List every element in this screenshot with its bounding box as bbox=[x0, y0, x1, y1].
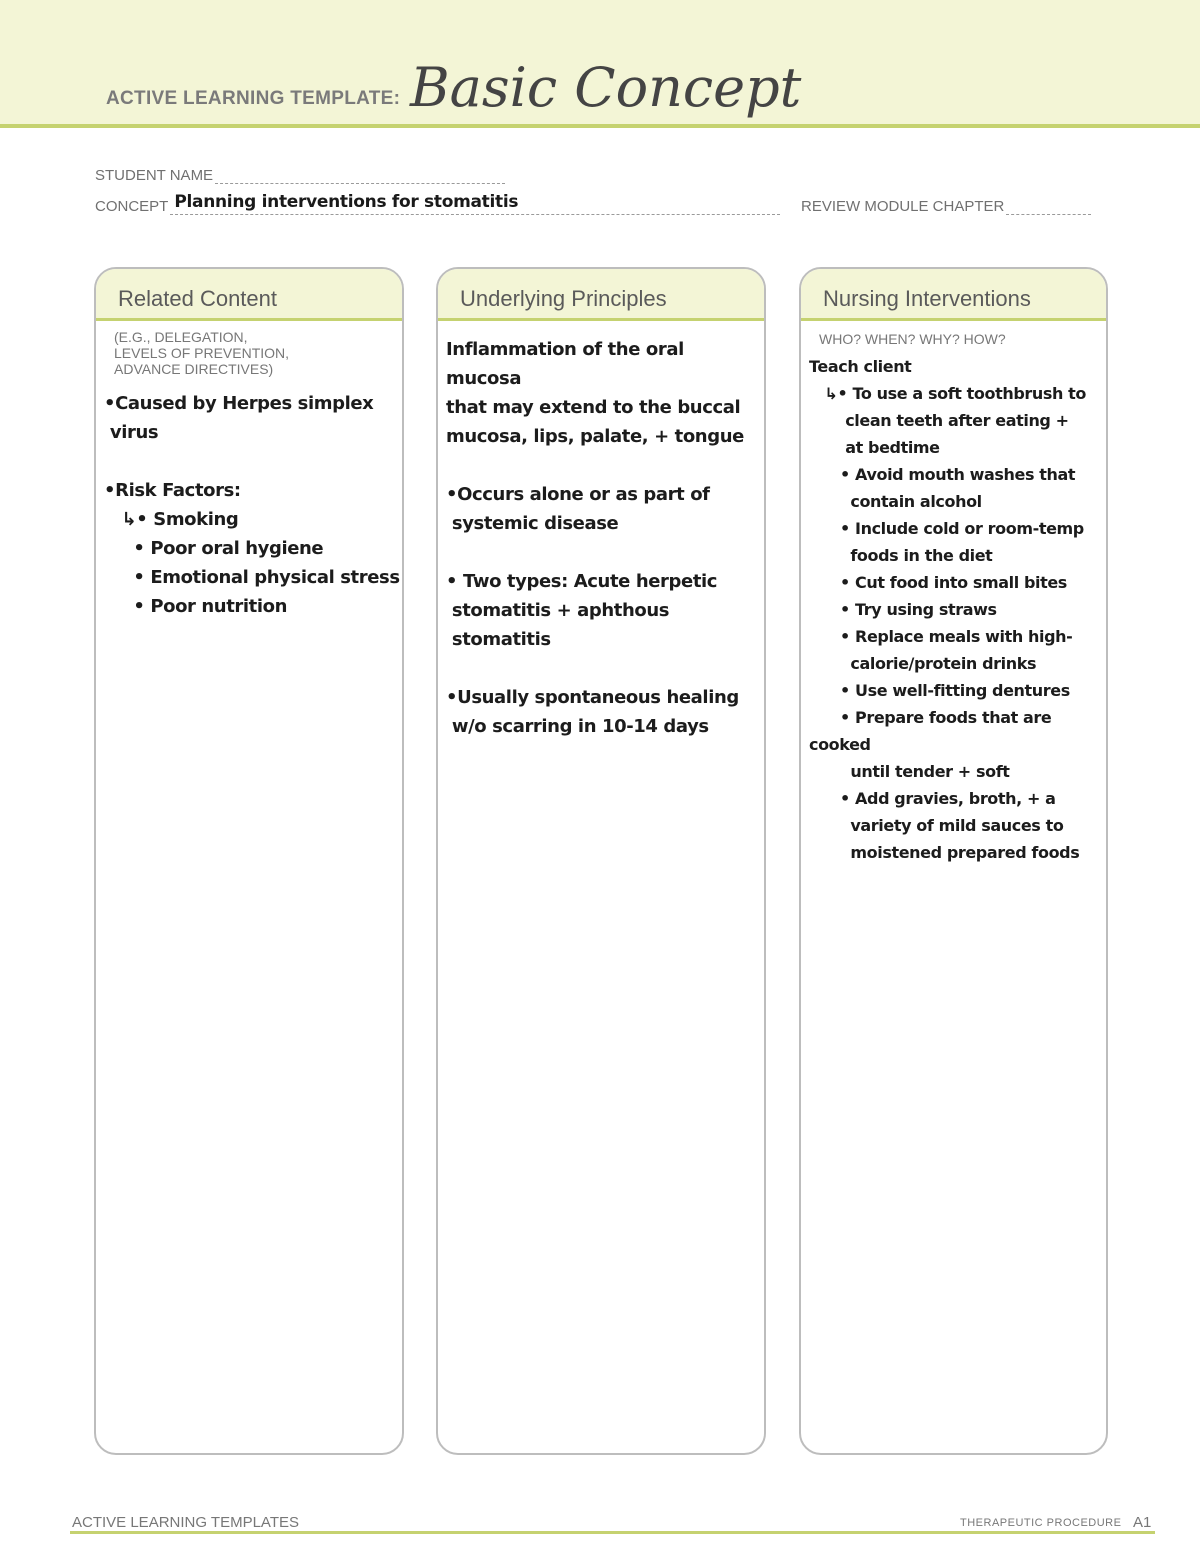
concept-value: Planning interventions for stomatitis bbox=[174, 192, 519, 212]
concept-label: CONCEPT bbox=[95, 198, 169, 215]
review-chapter-label: REVIEW MODULE CHAPTER bbox=[801, 198, 1005, 215]
nursing-interventions-title: Nursing Interventions bbox=[801, 269, 1106, 321]
note-item: •Risk Factors: bbox=[104, 480, 241, 501]
note-item: • Emotional physical stress bbox=[104, 567, 400, 588]
related-content-notes[interactable] bbox=[104, 389, 402, 621]
concept-field[interactable] bbox=[95, 192, 780, 215]
student-name-field[interactable] bbox=[95, 165, 505, 184]
student-name-label: STUDENT NAME bbox=[95, 167, 214, 184]
note-item: •Usually spontaneous healing w/o scarring in 10-14 days bbox=[446, 687, 739, 737]
nursing-interventions-notes[interactable] bbox=[809, 353, 1106, 866]
student-name-line[interactable] bbox=[215, 165, 505, 184]
underlying-principles-column bbox=[436, 267, 766, 1455]
note-item: • Avoid mouth washes that contain alcohol bbox=[840, 465, 1076, 511]
nursing-interventions-column bbox=[799, 267, 1108, 1455]
footer-left-label: ACTIVE LEARNING TEMPLATES bbox=[72, 1514, 299, 1531]
subtitle-line: ADVANCE DIRECTIVES) bbox=[114, 361, 274, 377]
note-item: Teach client bbox=[809, 357, 912, 376]
note-spacer bbox=[104, 447, 402, 476]
note-item: • Two types: Acute herpetic stomatitis + aphthous stomatitis bbox=[446, 571, 718, 650]
related-content-title: Related Content bbox=[96, 269, 402, 321]
note-item: Inflammation of the oral mucosa that may extend to the buccal mucosa, lips, palate, + tongue bbox=[446, 339, 744, 447]
related-content-subtitle bbox=[114, 329, 402, 377]
note-item: • Replace meals with high- calorie/protein drinks bbox=[840, 627, 1073, 673]
page-title: Basic Concept bbox=[410, 56, 802, 119]
note-item: • Include cold or room-temp foods in the diet bbox=[840, 519, 1084, 565]
footer-right-label: THERAPEUTIC PROCEDURE bbox=[960, 1517, 1122, 1529]
nursing-interventions-subtitle: WHO? WHEN? WHY? HOW? bbox=[819, 331, 1006, 347]
note-item: ↳• To use a soft toothbrush to clean teeth after eating + at bedtime bbox=[824, 384, 1087, 457]
note-item: • Cut food into small bites bbox=[809, 573, 1067, 592]
note-item: • Use well-fitting dentures bbox=[809, 681, 1070, 700]
note-item: •Caused by Herpes simplex virus bbox=[104, 393, 374, 443]
note-spacer bbox=[446, 538, 764, 567]
related-content-column bbox=[94, 267, 404, 1455]
note-item: • Add gravies, broth, + a variety of mild sauces to moistened prepared foods bbox=[840, 789, 1080, 862]
review-chapter-line[interactable] bbox=[1006, 196, 1091, 215]
note-item: •Occurs alone or as part of systemic disease bbox=[446, 484, 710, 534]
concept-line[interactable] bbox=[170, 192, 780, 215]
note-item: • Poor oral hygiene bbox=[104, 538, 324, 559]
note-spacer bbox=[446, 654, 764, 683]
footer-page-code: A1 bbox=[1133, 1514, 1152, 1531]
note-item: • Poor nutrition bbox=[104, 596, 288, 617]
note-item: ↳• Smoking bbox=[104, 509, 239, 530]
note-item: • Try using straws bbox=[809, 600, 997, 619]
underlying-principles-title: Underlying Principles bbox=[438, 269, 764, 321]
template-label: ACTIVE LEARNING TEMPLATE: bbox=[106, 88, 401, 109]
underlying-principles-notes[interactable] bbox=[446, 335, 764, 741]
subtitle-line: (E.G., DELEGATION, bbox=[114, 329, 248, 345]
review-chapter-field[interactable] bbox=[801, 196, 1091, 215]
note-item: • Prepare foods that are cooked until tender + soft bbox=[809, 708, 1052, 781]
footer-divider bbox=[70, 1531, 1155, 1534]
subtitle-line: LEVELS OF PREVENTION, bbox=[114, 345, 290, 361]
note-spacer bbox=[446, 451, 764, 480]
